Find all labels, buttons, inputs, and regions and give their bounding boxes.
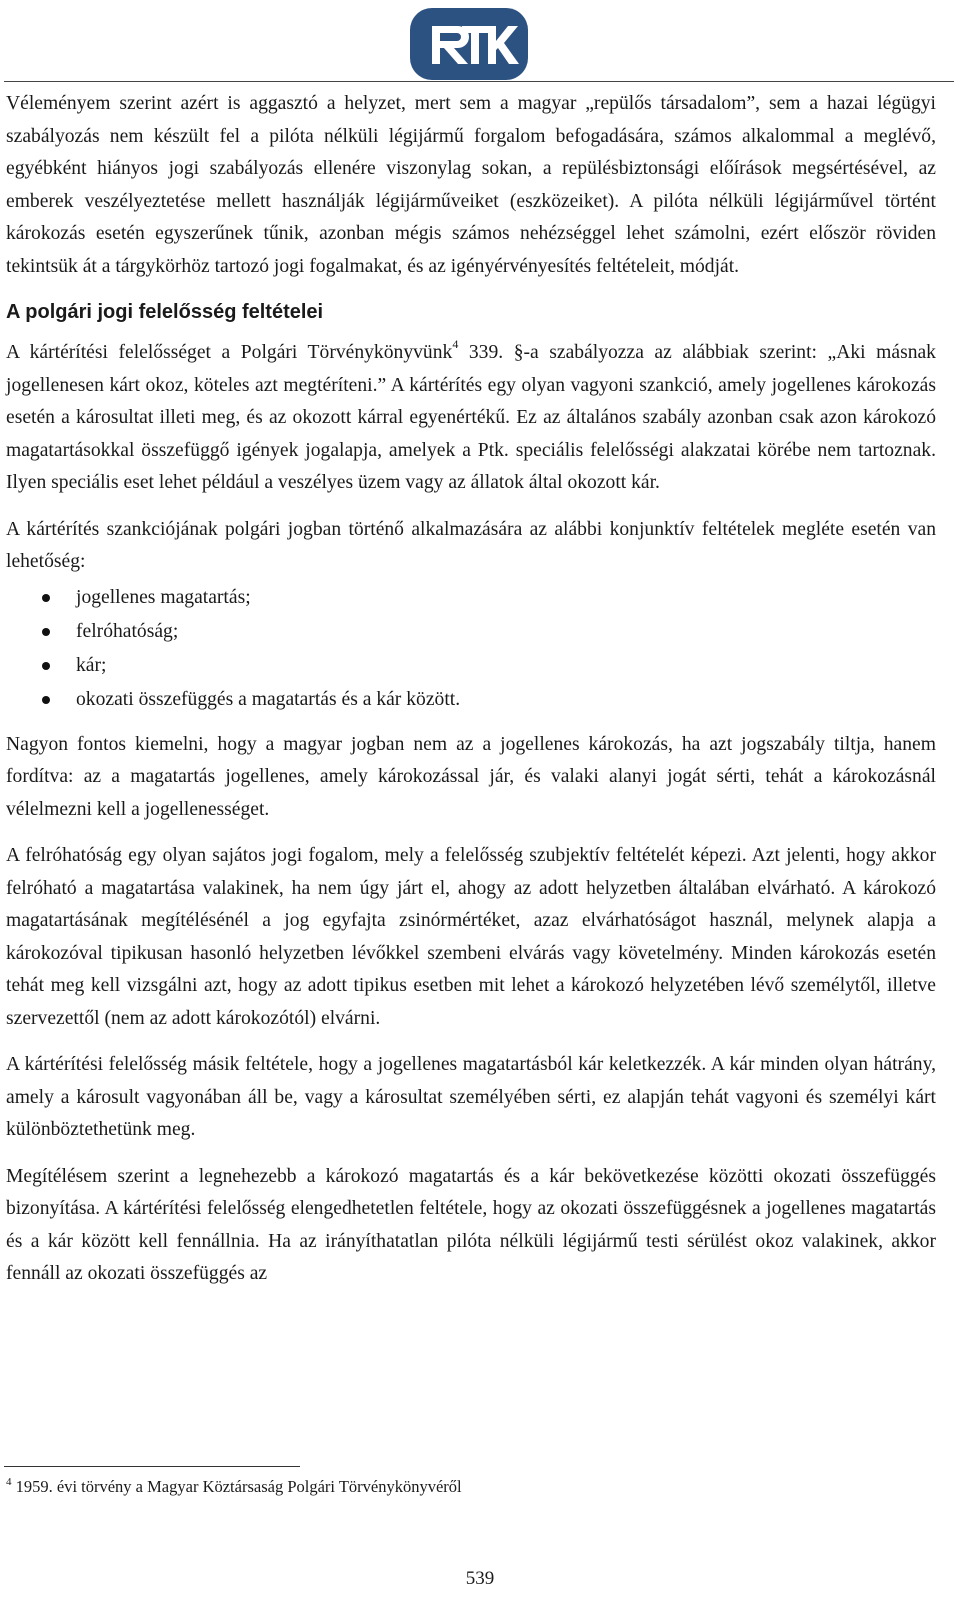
paragraph-imputability: A felróhatóság egy olyan sajátos jogi fogalom, mely a felelősség szubjektív feltételét képezi. Azt jelenti, hogy akkor felróható a magatartása valakinek, ha nem úgy járt el, ahogy az adott helyzetben általában elvárható. A károkozó magatartásának megítélésénél a jog egyfajta zsinórmértéket, azaz elvárhatóságot használ, melynek alapja a károkozóval tipikusan hasonló helyzetben lévőkkel szembeni elvárás vagy követelmény. Minden károkozás esetén tehát meg kell vizsgálni azt, hogy az adott tipikus esetben mit lehet a károkozó helyzetében lévő személytől, illetve szervezettől (nem az adott károkozótól) elvárni. [6, 845, 936, 1029]
footnote-text: 1959. évi törvény a Magyar Köztársaság Polgári Törvénykönyvéről [11, 1477, 462, 1496]
paragraph-intro [6, 88, 936, 283]
paragraph-conditions: A kártérítés szankciójának polgári jogban történő alkalmazására az alábbi konjunktív feltételek megléte esetén van lehetőség: [6, 518, 936, 572]
paragraph-damage: A kártérítési felelősség másik feltétele, hogy a jogellenes magatartásból kár keletkezzék. A kár minden olyan hátrány, amely a károsult vagyonában áll be, vagy a károsultat személyében sérti, ez alapján tehát vagyoni és személyi kárt különböztethetünk meg. [6, 1054, 936, 1140]
list-item [6, 683, 936, 717]
bullet-icon [42, 628, 50, 636]
conditions-list [6, 581, 936, 717]
document-body [6, 88, 936, 1305]
list-item [6, 581, 936, 615]
paragraph-ptk-start: A kártérítési felelősséget a Polgári Törvénykönyvünk [6, 342, 453, 363]
list-item-label: okozati összefüggés a magatartás és a kár között. [76, 688, 461, 710]
rtk-logo [410, 8, 528, 80]
list-item [6, 615, 936, 649]
paragraph-causation: Megítélésem szerint a legnehezebb a károkozó magatartás és a kár bekövetkezése közötti okozati összefüggés bizonyítása. A kártérítési felelősség elengedhetetlen feltétele, hogy az okozati összefüggésnek a jogellenes magatartás és a kár között kell fennállnia. Ha az irányíthatatlan pilóta nélküli légijármű testi sérülést okoz valakinek, akkor fennáll az okozati összefüggés az [6, 1165, 936, 1284]
paragraph-unlawfulness: Nagyon fontos kiemelni, hogy a magyar jogban nem az a jogellenes károkozás, ha azt jogszabály tiltja, hanem fordítva: az a magatartás jogellenes, amely károkozással jár, és valaki alanyi jogát sérti, tehát a károkozásnál vélelmezni kell a jogellenességet. [6, 733, 936, 820]
list-item-label: jogellenes magatartás; [76, 586, 251, 608]
bullet-icon [42, 594, 50, 602]
paragraph-ptk-rest: 339. §-a szabályozza az alábbiak szerint: „Aki másnak jogellenesen kárt okoz, köteles azt megtéríteni.” A kártérítés egy olyan vagyoni szankció, amely jogellenes károkozás esetén a károsultat illeti meg, és az okozott kárral egyenértékű. Ez az általános szabály azonban csak azon károkozó magatartásokkal összefüggő igények jogalapja, amelyek a Ptk. speciális felelősségi alakzatai körébe nem tartoznak. Ilyen speciális eset lehet például a veszélyes üzem vagy az állatok által okozott kár. [6, 342, 936, 493]
paragraph-intro-part1: Véleményem szerint azért is aggasztó a helyzet, mert sem a magyar „repülős társadalom”, sem a hazai légügyi szabályozás nem készült fel a pilóta nélküli légijármű forgalom befogadására, számos alkalommal a meglévő, egyébként hiányos jogi szabályozás ellenére viszonylag sokan, a repülésbiztonsági előírások megsértésével, az emberek veszélyeztetése mellett használják légijárműveiket (eszközeiket). [6, 93, 936, 212]
bullet-icon [42, 662, 50, 670]
footnote-number: 4 [6, 1475, 12, 1488]
section-heading: A polgári jogi felelősség feltételei [6, 301, 324, 323]
list-item-label: kár; [76, 654, 107, 676]
footnote [6, 1475, 462, 1499]
logo-badge [410, 8, 528, 80]
bullet-icon [42, 696, 50, 704]
paragraph-ptk [6, 337, 936, 500]
list-item [6, 649, 936, 683]
page-number: 539 [465, 1568, 495, 1589]
header-divider [4, 81, 954, 82]
footnote-ref[interactable]: 4 [452, 337, 459, 352]
footnote-divider [4, 1466, 300, 1467]
list-item-label: felróhatóság; [76, 620, 179, 642]
paragraph-intro-part2: A pilóta nélküli légijárművel történt károkozás esetén egyszerűnek tűnik, azonban mégis számos nehézséggel lehet számolni, ezért először röviden tekintsük át a tárgykörhöz tartozó jogi fogalmakat, és az igényérvényesítés feltételeit, módját. [6, 190, 936, 277]
